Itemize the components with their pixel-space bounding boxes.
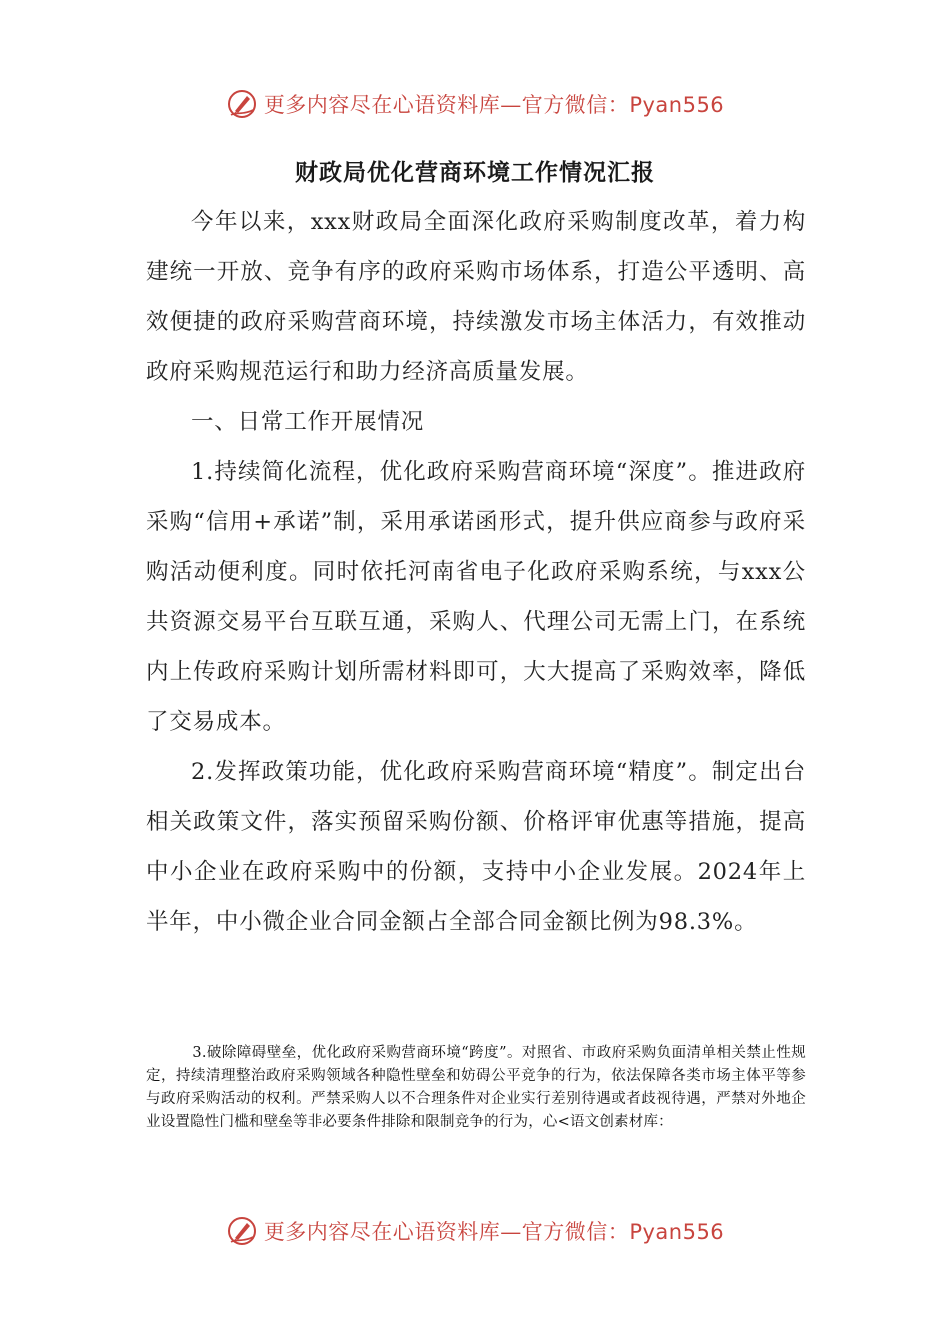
- header-banner: [0, 84, 950, 124]
- pen-logo-icon: [226, 1215, 258, 1247]
- banner-text: 更多内容尽在心语资料库—官方微信：Pyan556: [263, 93, 725, 117]
- item-2-paragraph: 2.发挥政策功能，优化政府采购营商环境“精度”。制定出台相关政策文件，落实预留采购份额、价格评审优惠等措施，提高中小企业在政府采购中的份额，支持中小企业发展。2024年上半年，中小微企业合同金额占全部合同金额比例为98.3%。: [146, 759, 806, 935]
- banner-text: 更多内容尽在心语资料库—官方微信：Pyan556: [263, 1220, 725, 1244]
- item-1-paragraph: 1.持续简化流程，优化政府采购营商环境“深度”。推进政府采购“信用+承诺”制，采用承诺函形式，提升供应商参与政府采购活动便利度。同时依托河南省电子化政府采购系统，与xxx公共资源交易平台互联互通，采购人、代理公司无需上门，在系统内上传政府采购计划所需材料即可，大大提高了采购效率，降低了交易成本。: [146, 459, 806, 735]
- item-3-paragraph: 3.破除障碍壁垒，优化政府采购营商环境“跨度”。对照省、市政府采购负面清单相关禁止性规定，持续清理整治政府采购领域各种隐性壁垒和妨碍公平竞争的行为，依法保障各类市场主体平等参与政府采购活动的权利。严禁采购人以不合理条件对企业实行差别待遇或者歧视待遇，严禁对外地企业设置隐性门槛和壁垒等非必要条件排除和限制竞争的行为，心<语文创素材库：: [146, 1045, 806, 1130]
- document-title: 财政局优化营商环境工作情况汇报: [295, 160, 655, 186]
- banner-handle: Pyan556: [629, 93, 725, 117]
- footer-banner: [0, 1211, 950, 1251]
- banner-handle: Pyan556: [629, 1220, 725, 1244]
- document-body: [146, 197, 806, 947]
- pen-logo-icon: [226, 88, 258, 120]
- intro-paragraph: 今年以来，xxx财政局全面深化政府采购制度改革，着力构建统一开放、竞争有序的政府采购市场体系，打造公平透明、高效便捷的政府采购营商环境，持续激发市场主体活力，有效推动政府采购规范运行和助力经济高质量发展。: [146, 209, 806, 385]
- section-heading: 一、日常工作开展情况: [191, 409, 425, 435]
